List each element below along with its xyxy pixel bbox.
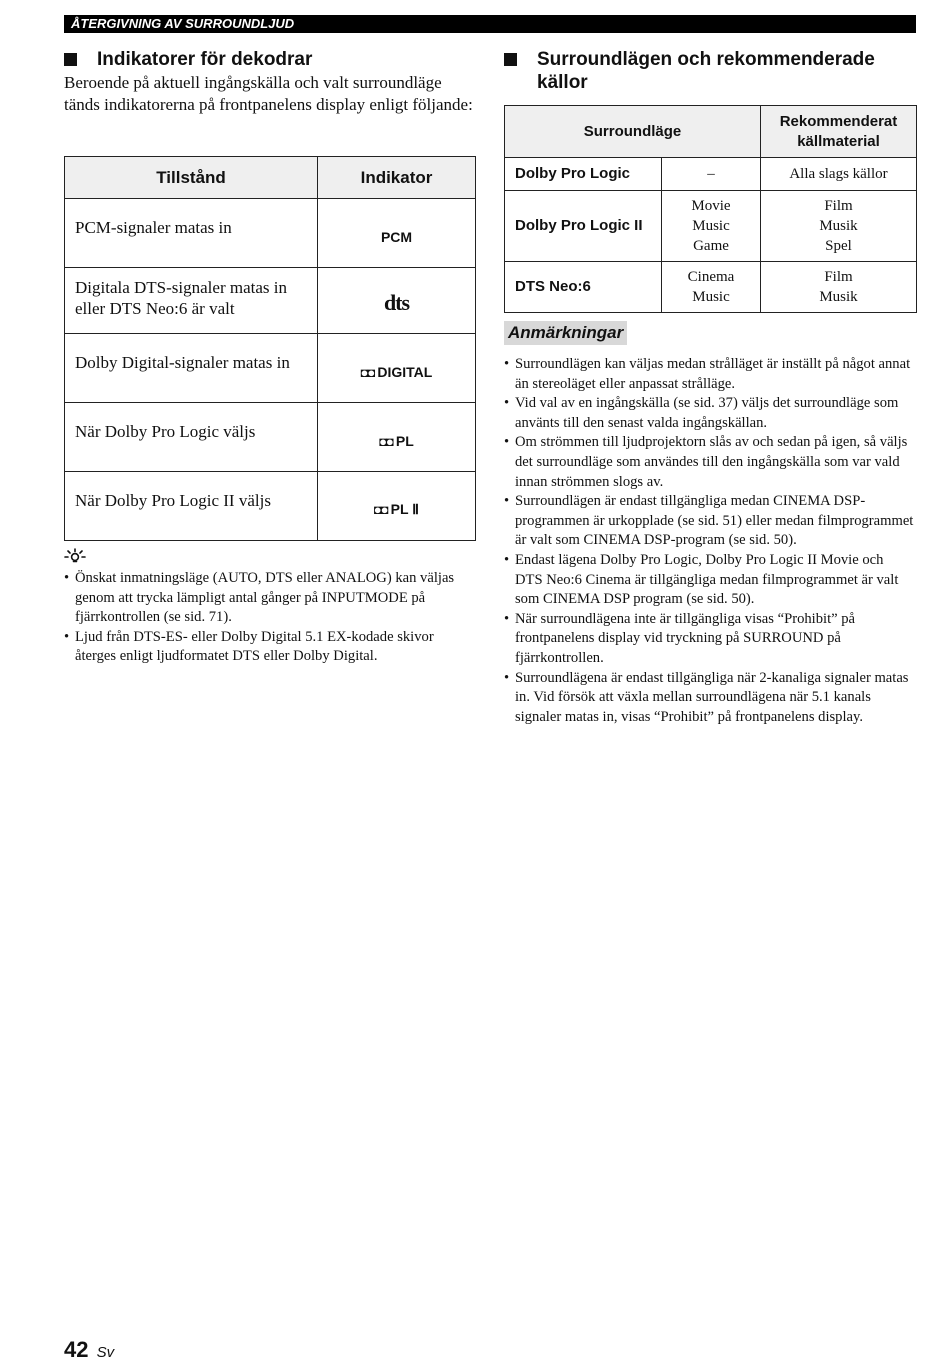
language-code: Sv <box>96 1344 115 1361</box>
page-footer <box>64 1337 114 1363</box>
list-item: • Surroundlägen kan väljas medan strålläget är inställt på något annat än stereoläget eller anpassat strålläge. <box>504 355 914 394</box>
section-title: ÅTERGIVNING AV SURROUNDLJUD <box>71 16 295 31</box>
source-cell: Film Musik Spel <box>761 191 917 262</box>
table-row <box>505 191 917 262</box>
list-item: • Surroundlägena är endast tillgängliga när 2-kanaliga signaler matas in. Vid försök att växla mellan surroundlägena när 5.1 kanals signaler matas in, visas “Prohibit” på frontpanelens display. <box>504 669 914 728</box>
table-row <box>65 199 476 268</box>
surround-modes-heading: Surroundlägen och rekommenderade källor <box>504 48 916 94</box>
column-header-indicator: Indikator <box>318 157 476 199</box>
column-header-mode: Surroundläge <box>505 106 761 158</box>
intro-paragraph: Beroende på aktuell ingångskälla och valt surroundläge tänds indikatorerna på frontpanelens display enligt följande: <box>64 73 473 114</box>
heading-square-icon <box>504 53 517 66</box>
heading-square-icon <box>64 53 77 66</box>
column-header-source: Rekommenderat källmaterial <box>761 106 917 158</box>
table-row <box>65 403 476 472</box>
pcm-indicator: PCM <box>318 199 476 268</box>
list-item: • Endast lägena Dolby Pro Logic, Dolby Pro Logic II Movie och DTS Neo:6 Cinema är tillgängliga medan filmprogrammet är valt som CINEMA DSP program (se sid. 50). <box>504 551 914 610</box>
pro-logic-indicator: ◘◘ PL <box>318 403 476 472</box>
decoder-indicators-heading: Indikatorer för dekodrar <box>64 48 476 71</box>
notes-label: Anmärkningar <box>504 321 627 345</box>
table-row <box>65 472 476 541</box>
pro-logic-ii-indicator: ◘◘ PL Ⅱ <box>318 472 476 541</box>
surround-modes-table <box>504 105 917 313</box>
dolby-double-d-icon: ◘◘ <box>360 364 375 380</box>
list-item: • Önskat inmatningsläge (AUTO, DTS eller ANALOG) kan väljas genom att trycka lämpligt antal gånger på INPUTMODE på fjärrkontrollen (se sid. 71). <box>64 569 478 628</box>
tips-list <box>64 569 478 667</box>
submode-cell: – <box>662 158 761 191</box>
table-row <box>505 158 917 191</box>
submode-cell: Movie Music Game <box>662 191 761 262</box>
dts-logo: dts <box>383 290 410 315</box>
state-cell: Dolby Digital-signaler matas in <box>65 334 318 403</box>
table-row <box>505 262 917 313</box>
column-header-state: Tillstånd <box>65 157 318 199</box>
dts-indicator <box>318 268 476 334</box>
state-cell: Digitala DTS-signaler matas in eller DTS Neo:6 är valt <box>65 268 318 334</box>
lightbulb-tip-icon <box>64 548 86 564</box>
state-cell: PCM-signaler matas in <box>65 199 318 268</box>
table-row <box>65 268 476 334</box>
section-header-bar <box>64 15 916 33</box>
state-cell: När Dolby Pro Logic II väljs <box>65 472 318 541</box>
list-item: • Vid val av en ingångskälla (se sid. 37) väljs det surroundläge som använts till den senast valda ingångskällan. <box>504 394 914 433</box>
mode-cell: DTS Neo:6 <box>505 262 662 313</box>
dolby-double-d-icon: ◘◘ <box>379 433 393 449</box>
notes-list <box>504 355 914 727</box>
list-item: • Ljud från DTS-ES- eller Dolby Digital 5.1 EX-kodade skivor återges enligt ljudformatet DTS eller Dolby Digital. <box>64 628 478 667</box>
table-header-row <box>65 157 476 199</box>
state-cell: När Dolby Pro Logic väljs <box>65 403 318 472</box>
mode-cell: Dolby Pro Logic <box>505 158 662 191</box>
dolby-digital-indicator: ◘◘ DIGITAL <box>318 334 476 403</box>
source-cell: Film Musik <box>761 262 917 313</box>
dolby-double-d-icon: ◘◘ <box>373 502 388 517</box>
page-number: 42 <box>64 1337 89 1362</box>
source-cell: Alla slags källor <box>761 158 917 191</box>
table-row <box>65 334 476 403</box>
mode-cell: Dolby Pro Logic II <box>505 191 662 262</box>
submode-cell: Cinema Music <box>662 262 761 313</box>
list-item: • När surroundlägena inte är tillgängliga visas “Prohibit” på frontpanelens display vid tryckning på SURROUND på fjärrkontrollen. <box>504 610 914 669</box>
list-item: • Surroundlägen är endast tillgängliga medan CINEMA DSP-programmen är urkopplade (se sid. 51) eller medan filmprogrammet är valt som CINEMA DSP-program (se sid. 50). <box>504 492 914 551</box>
table-header-row <box>505 106 917 158</box>
list-item: • Om strömmen till ljudprojektorn slås av och sedan på igen, så väljs det surroundläge som användes till den ingångskälla som var vald innan strömmen slogs av. <box>504 433 914 492</box>
indicator-table <box>64 156 476 541</box>
